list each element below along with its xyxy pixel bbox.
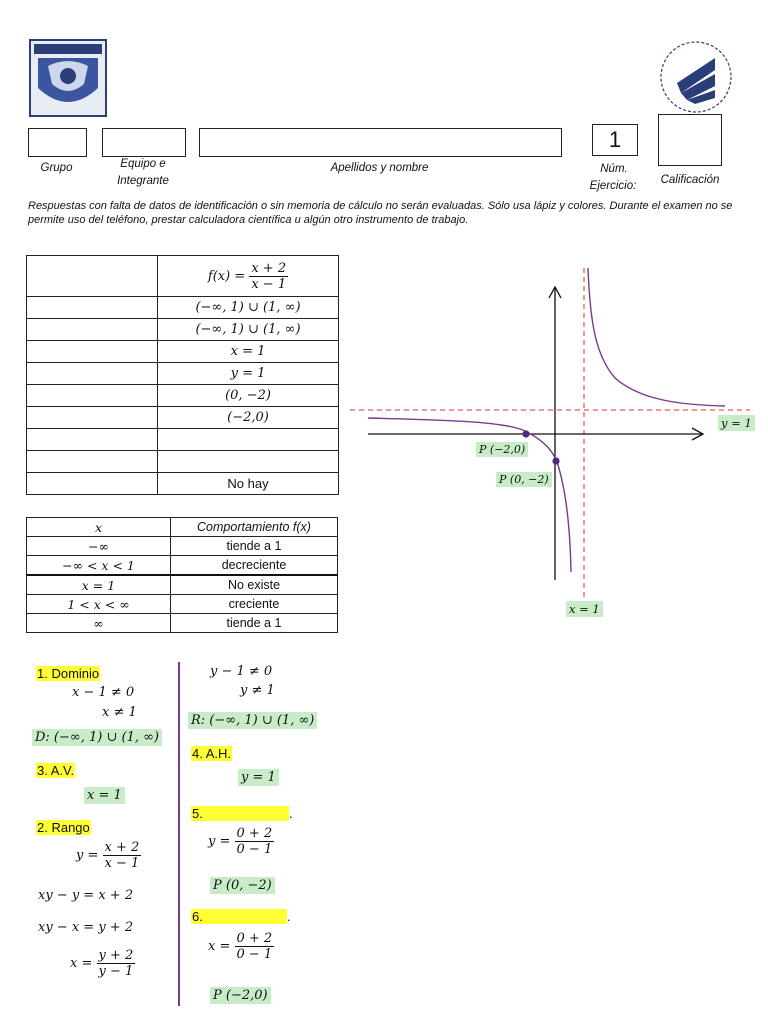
equipo-box[interactable] — [102, 128, 186, 157]
curve-left-branch — [368, 418, 571, 572]
table-row — [27, 256, 339, 297]
av-title: 3. A.V. — [37, 763, 75, 778]
table-row: ∞ tiende a 1 — [27, 614, 338, 633]
section-5-equation: y = $\frac{0 + 2}{0 - 1}$ — [208, 826, 273, 857]
table-row: No hay — [27, 473, 339, 495]
ah-title: 4. A.H. — [192, 746, 232, 761]
table-row: (−∞, 1) ∪ (1, ∞) — [27, 319, 339, 341]
unam-logo — [28, 38, 108, 118]
section-5-title: 5. . — [192, 806, 293, 821]
table-row: 1 < x < ∞ creciente — [27, 595, 338, 614]
rango-condition-2: y ≠ 1 — [240, 683, 275, 698]
exercise-number-box — [592, 124, 638, 156]
num-label: Núm. — [600, 163, 628, 175]
instructions-text: Respuestas con falta de datos de identificación o sin memoria de cálculo no serán evaluadas. Sólo usa lápiz y colores. Durante el examen no se permite uso del teléfono, prestar calculadora científica u algún otro instrumento de trabajo. — [28, 200, 733, 226]
table-row — [27, 429, 339, 451]
apellidos-label: Apellidos y nombre — [330, 162, 429, 174]
table-row: −∞ < x < 1 decreciente — [27, 556, 338, 576]
label-point-x-intercept: P (−2,0) — [476, 443, 528, 456]
behavior-table — [26, 517, 338, 633]
rango-title: 2. Rango — [37, 820, 90, 835]
label-point-y-intercept: P (0, −2) — [496, 473, 552, 486]
equipo-label: Equipo e — [120, 158, 166, 170]
dominio-result: D: (−∞, 1) ∪ (1, ∞) — [32, 730, 162, 745]
section-6-result: P (−2,0) — [210, 988, 271, 1003]
rango-equation-1: y = $\frac{x + 2}{x - 1}$ — [76, 840, 140, 871]
apellidos-box[interactable] — [199, 128, 562, 157]
cch-logo — [657, 38, 735, 116]
table-row: (0, −2) — [27, 385, 339, 407]
integrante-label: Integrante — [117, 175, 169, 187]
label-x-equals-1: x = 1 — [566, 602, 603, 616]
dominio-step-2: x ≠ 1 — [102, 705, 137, 720]
function-cell: f(x) = $\frac{x + 2}{x - 1}$ — [158, 256, 339, 297]
properties-table — [26, 255, 339, 495]
curve-right-branch — [588, 268, 725, 406]
ah-result: y = 1 — [238, 770, 279, 785]
table-row: x = 1 No existe — [27, 575, 338, 595]
table-row: −∞ tiende a 1 — [27, 537, 338, 556]
calificacion-label: Calificación — [660, 174, 720, 186]
rango-result: R: (−∞, 1) ∪ (1, ∞) — [188, 713, 317, 728]
rango-equation-2: xy − y = x + 2 — [38, 888, 134, 903]
table-row: x = 1 — [27, 341, 339, 363]
work-divider — [178, 662, 180, 1006]
rango-equation-3: xy − x = y + 2 — [38, 920, 134, 935]
calificacion-box[interactable] — [658, 114, 722, 166]
section-5-result: P (0, −2) — [210, 878, 275, 893]
point-x-intercept — [522, 430, 529, 437]
table-row: (−∞, 1) ∪ (1, ∞) — [27, 297, 339, 319]
dominio-step-1: x − 1 ≠ 0 — [72, 685, 135, 700]
grupo-label: Grupo — [40, 162, 73, 174]
section-6-equation: x = $\frac{0 + 2}{0 - 1}$ — [208, 931, 273, 962]
exercise-number: 1 — [608, 127, 622, 152]
table-header-row: x Comportamiento f(x) — [27, 518, 338, 537]
dominio-title: 1. Dominio — [37, 666, 100, 681]
grupo-box[interactable] — [28, 128, 87, 157]
table-row: y = 1 — [27, 363, 339, 385]
label-y-equals-1: y = 1 — [718, 416, 755, 430]
point-y-intercept — [552, 457, 559, 464]
table-row: (−2,0) — [27, 407, 339, 429]
section-6-title: 6. . — [192, 909, 291, 924]
function-graph — [340, 260, 760, 620]
rango-equation-4: x = $\frac{y + 2}{y - 1}$ — [70, 948, 134, 979]
ejercicio-label: Ejercicio: — [589, 180, 637, 192]
av-result: x = 1 — [84, 788, 125, 803]
rango-condition-1: y − 1 ≠ 0 — [210, 664, 273, 679]
table-row — [27, 451, 339, 473]
